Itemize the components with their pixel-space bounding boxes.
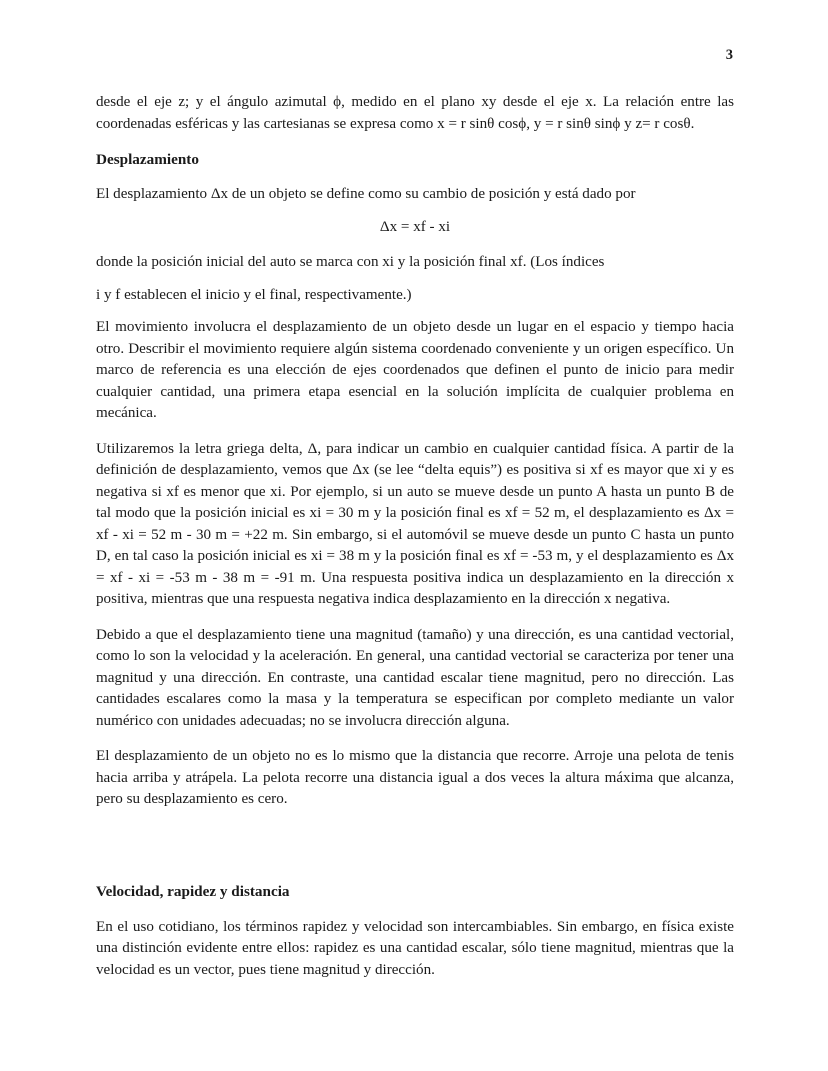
paragraph-motion-reference-frame: El movimiento involucra el desplazamiento de un objeto desde un lugar en el espacio y tiempo hacia otro. Describir el movimiento requiere algún sistema coordenado conveniente y un origen específico. Un marco de referencia es una elección de ejes coordenados que definen el punto de inicio para medir cualquier cantidad, una primera etapa esencial en la solución implícita de cualquier problema en mecánica. (96, 319, 734, 421)
paragraph-where-indices-line1: donde la posición inicial del auto se marca con xi y la posición final xf. (Los índices (96, 254, 605, 270)
paragraph-delta-examples: Utilizaremos la letra griega delta, Δ, para indicar un cambio en cualquier cantidad física. A partir de la definición de desplazamiento, vemos que Δx (se lee “delta equis”) es positiva si xf es mayor que xi y es negativa si xf es menor que xi. Por ejemplo, si un auto se mueve desde un punto A hasta un punto B de tal modo que la posición inicial es xi = 30 m y la posición final es xf = 52 m, el desplazamiento es Δx = xf - xi = 52 m - 30 m = +22 m. Sin embargo, si el automóvil se mueve desde un punto C hasta un punto D, en tal caso la posición inicial es xi = 38 m y la posición final es xf = -53 m, y el desplazamiento es Δx = xf - xi = -53 m - 38 m = -91 m. Una respuesta positiva indica un desplazamiento en la dirección x positiva, mientras que una respuesta negativa indica desplazamiento en la dirección x negativa. (96, 440, 734, 607)
paragraph-where-indices-line2: i y f establecen el inicio y el final, respectivamente.) (96, 286, 412, 303)
section-heading-velocidad-rapidez-distancia: Velocidad, rapidez y distancia (96, 882, 290, 900)
section-spacer (96, 825, 734, 881)
page-content (96, 92, 734, 995)
page-number: 3 (725, 47, 733, 63)
paragraph-displacement-definition: El desplazamiento Δx de un objeto se define como su cambio de posición y está dado por (96, 186, 636, 202)
equation-displacement: Δx = xf - xi (379, 218, 451, 235)
paragraph-vector-scalar: Debido a que el desplazamiento tiene una magnitud (tamaño) y una dirección, es una cantidad vectorial, como lo son la velocidad y la aceleración. En general, una cantidad vectorial se caracteriza por tener una magnitud y una dirección. En contraste, una cantidad escalar tiene magnitud, pero no dirección. Las cantidades escalares como la masa y la temperatura se especifican por completo mediante un valor numérico con unidades adecuadas; no se involucra dirección alguna. (96, 626, 734, 729)
paragraph-displacement-vs-distance: El desplazamiento de un objeto no es lo mismo que la distancia que recorre. Arroje una pelota de tenis hacia arriba y atrápela. La pelota recorre una distancia igual a dos veces la altura máxima que alcanza, pero su desplazamiento es cero. (96, 748, 734, 807)
section-heading-desplazamiento: Desplazamiento (96, 151, 199, 168)
paragraph-spherical-coordinates: desde el eje z; y el ángulo azimutal ϕ, medido en el plano xy desde el eje x. La relación entre las coordenadas esféricas y las cartesianas se expresa como x = r sinθ cosϕ, y = r sinθ sinϕ y z= r cosθ. (96, 94, 734, 132)
paragraph-speed-velocity: En el uso cotidiano, los términos rapidez y velocidad son intercambiables. Sin embargo, en física existe una distinción evidente entre ellos: rapidez es una cantidad escalar, sólo tiene magnitud, mientras que la velocidad es un vector, pues tiene magnitud y dirección. (96, 918, 734, 978)
